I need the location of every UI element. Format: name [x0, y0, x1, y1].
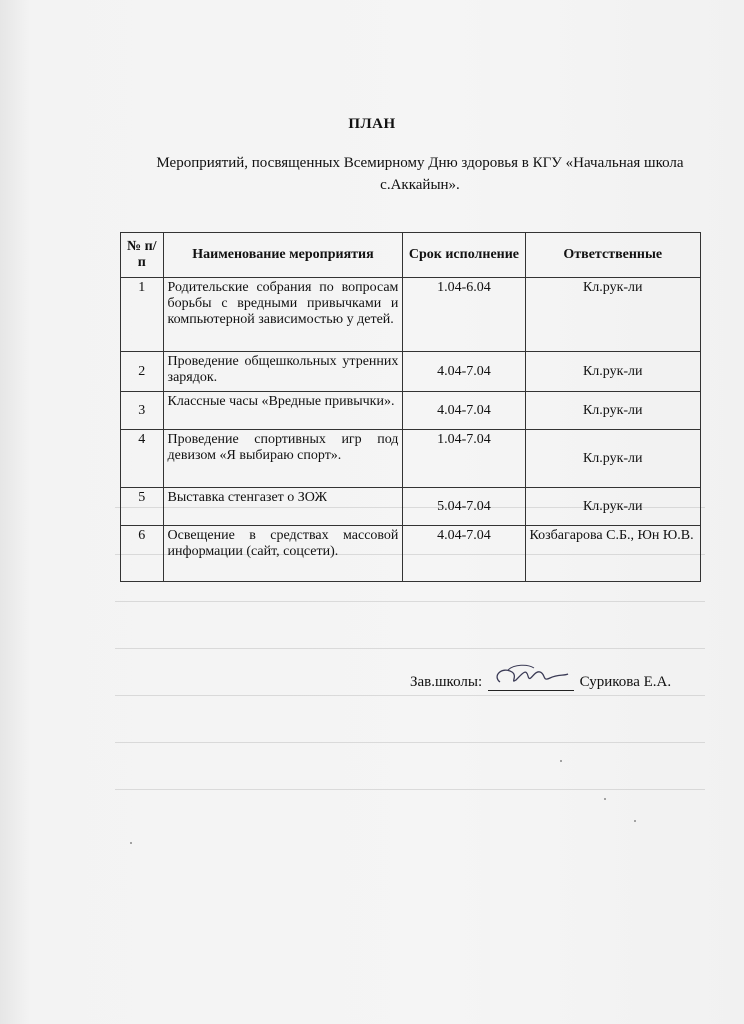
table-row: [121, 352, 701, 392]
plan-table: [120, 232, 701, 582]
handwritten-signature: [488, 672, 574, 691]
row-date: 1.04-7.04: [403, 430, 525, 488]
header-date: Срок исполнение: [403, 233, 525, 278]
row-name: Проведение общешкольных утренних зарядок.: [163, 352, 403, 392]
row-resp: Кл.рук-ли: [525, 278, 700, 352]
row-date: 4.04-7.04: [403, 526, 525, 582]
document-subtitle: Мероприятий, посвященных Всемирному Дню здоровья в КГУ «Начальная школа с.Аккайын».: [156, 155, 684, 193]
row-date: 1.04-6.04: [403, 278, 525, 352]
header-name: Наименование мероприятия: [163, 233, 403, 278]
header-num: № п/п: [121, 233, 164, 278]
table-header-row: [121, 233, 701, 278]
signature-name: Сурикова Е.А.: [579, 674, 672, 690]
row-date: 5.04-7.04: [403, 488, 525, 526]
row-num: 6: [121, 526, 164, 582]
row-name: Классные часы «Вредные привычки».: [163, 392, 403, 430]
row-resp: Кл.рук-ли: [525, 430, 700, 488]
table-row: [121, 526, 701, 582]
row-name: Проведение спортивных игр под девизом «Я выбираю спорт».: [163, 430, 403, 488]
row-resp: Козбагарова С.Б., Юн Ю.В.: [525, 526, 700, 582]
table-row: [121, 392, 701, 430]
row-name: Освещение в средствах массовой информации (сайт, соцсети).: [163, 526, 403, 582]
row-num: 5: [121, 488, 164, 526]
signature-role: Зав.школы:: [410, 674, 483, 690]
row-date: 4.04-7.04: [403, 352, 525, 392]
row-date: 4.04-7.04: [403, 392, 525, 430]
row-name: Родительские собрания по вопросам борьбы с вредными привычками и компьютерной зависимостью у детей.: [163, 278, 403, 352]
row-num: 1: [121, 278, 164, 352]
row-resp: Кл.рук-ли: [525, 488, 700, 526]
row-name: Выставка стенгазет о ЗОЖ: [163, 488, 403, 526]
table-row: [121, 488, 701, 526]
signature-block: [410, 672, 671, 691]
row-resp: Кл.рук-ли: [525, 392, 700, 430]
header-resp: Ответственные: [525, 233, 700, 278]
row-num: 4: [121, 430, 164, 488]
table-row: [121, 430, 701, 488]
row-resp: Кл.рук-ли: [525, 352, 700, 392]
row-num: 2: [121, 352, 164, 392]
row-num: 3: [121, 392, 164, 430]
table-row: [121, 278, 701, 352]
document-title: ПЛАН: [348, 116, 396, 132]
